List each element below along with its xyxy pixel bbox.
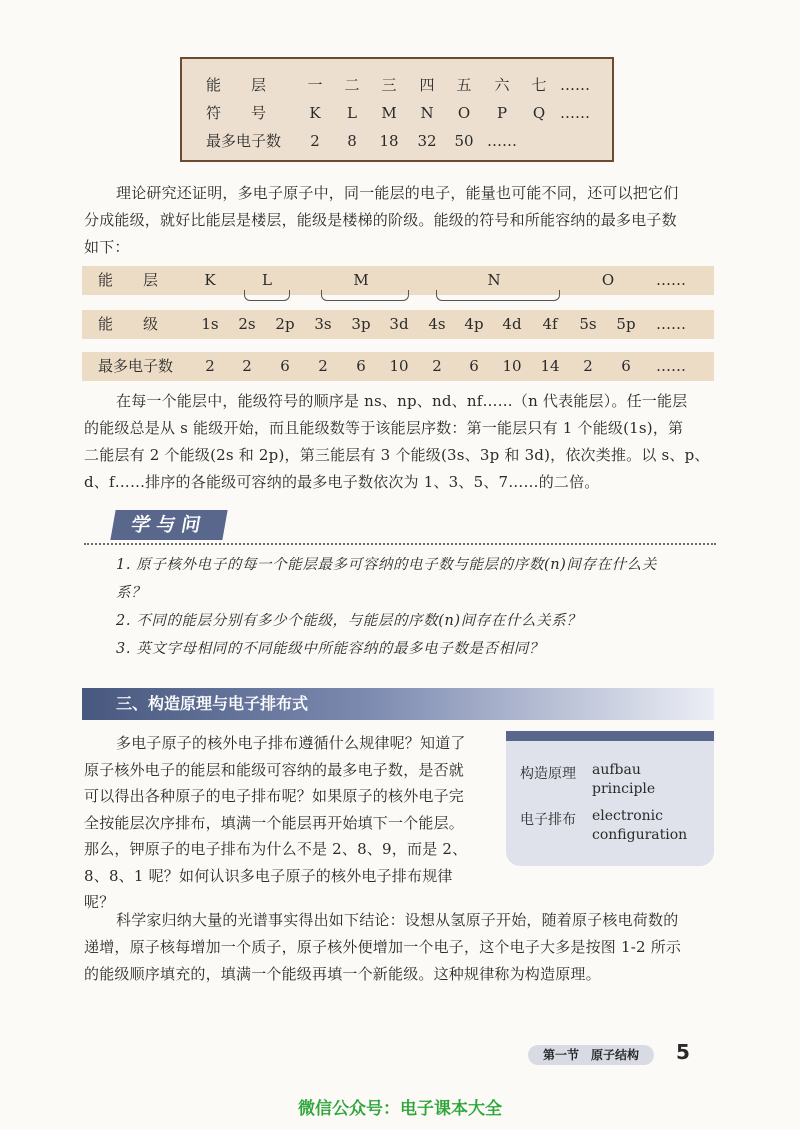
table-cell: 四 bbox=[419, 76, 435, 94]
table-cell: 二 bbox=[344, 76, 360, 94]
table-cell: 3d bbox=[389, 315, 409, 333]
text-line: 理论研究还证明，多电子原子中，同一能层的电子，能量也可能不同，还可以把它们 bbox=[116, 184, 679, 202]
section-paragraph bbox=[84, 730, 504, 916]
table-cell: …… bbox=[656, 315, 686, 333]
table-cell: 4f bbox=[542, 315, 558, 333]
brace-l bbox=[244, 290, 290, 301]
shell-table bbox=[180, 57, 614, 162]
table-cell: M bbox=[381, 104, 397, 122]
text-line: 递增，原子核每增加一个质子，原子核外便增加一个电子，这个电子大多是按图 1-2 所示 bbox=[84, 938, 682, 956]
shell-row-symbol bbox=[182, 99, 612, 127]
glossary-box bbox=[506, 731, 714, 866]
shell-row-layer bbox=[182, 71, 612, 99]
text-line: 分成能级，就好比能层是楼层，能级是楼梯的阶级。能级的符号和所能容纳的最多电子数 bbox=[84, 211, 677, 229]
row-label: 能 级 bbox=[98, 315, 159, 333]
table-cell: 3s bbox=[314, 315, 332, 333]
glossary-en bbox=[592, 807, 687, 845]
page-number: 5 bbox=[676, 1040, 690, 1064]
table-cell: 8 bbox=[347, 132, 357, 150]
table-cell: 4p bbox=[464, 315, 484, 333]
table-cell: 3p bbox=[351, 315, 371, 333]
table-cell: …… bbox=[560, 76, 590, 94]
sublevel-row-max bbox=[82, 352, 714, 381]
text-line: 的能级顺序填充的，填满一个能级再填一个新能级。这种规律称为构造原理。 bbox=[84, 965, 601, 983]
table-cell: 一 bbox=[307, 76, 323, 94]
table-cell: 2s bbox=[238, 315, 256, 333]
table-cell: 2 bbox=[205, 357, 215, 375]
question-item: 3. 英文字母相同的不同能级中所能容纳的最多电子数是否相同？ bbox=[116, 641, 544, 657]
text-line: 在每一个能层中，能级符号的顺序是 ns、np、nd、nf……（n 代表能层）。任一能层 bbox=[116, 392, 688, 410]
row-label: 能 层 bbox=[206, 76, 267, 94]
glossary-en-line: aufbau bbox=[592, 762, 641, 778]
table-cell: N bbox=[487, 271, 501, 289]
glossary-en-line: principle bbox=[592, 781, 656, 797]
table-cell: 2 bbox=[310, 132, 320, 150]
text-line: 呢？ bbox=[84, 893, 115, 911]
table-cell: O bbox=[601, 271, 615, 289]
watermark: 微信公众号：电子课本大全 bbox=[298, 1099, 502, 1119]
table-cell: …… bbox=[560, 104, 590, 122]
table-cell: N bbox=[420, 104, 434, 122]
section-title: 三、构造原理与电子排布式 bbox=[116, 694, 309, 713]
table-cell: …… bbox=[656, 271, 686, 289]
row-label: 能 层 bbox=[98, 271, 159, 289]
text-line: 多电子原子的核外电子排布遵循什么规律呢？知道了 bbox=[116, 734, 466, 752]
section-header bbox=[82, 688, 714, 720]
glossary-en-line: electronic bbox=[592, 808, 663, 824]
table-cell: 6 bbox=[621, 357, 631, 375]
text-line: 原子核外电子的能层和能级可容纳的最多电子数，是否就 bbox=[84, 760, 465, 779]
table-cell: 6 bbox=[356, 357, 366, 375]
table-cell: L bbox=[347, 104, 357, 122]
table-cell: 32 bbox=[417, 132, 437, 150]
table-cell: K bbox=[204, 271, 216, 289]
questions-block bbox=[116, 551, 716, 663]
row-label: 符 号 bbox=[206, 104, 267, 122]
table-cell: 10 bbox=[502, 357, 522, 375]
table-cell: 2 bbox=[242, 357, 252, 375]
intro-paragraph bbox=[84, 180, 724, 261]
table-cell: 2 bbox=[583, 357, 593, 375]
table-cell: 三 bbox=[381, 76, 397, 94]
table-cell: 2 bbox=[432, 357, 442, 375]
table-cell: 4d bbox=[502, 315, 522, 333]
table-cell: Q bbox=[532, 104, 546, 122]
table-cell: 50 bbox=[454, 132, 474, 150]
dotted-divider bbox=[84, 543, 716, 545]
table-cell: 5p bbox=[616, 315, 636, 333]
row-label: 最多电子数 bbox=[206, 132, 282, 150]
glossary-en-line: configuration bbox=[592, 827, 688, 843]
text-line: 科学家归纳大量的光谱事实得出如下结论：设想从氢原子开始，随着原子核电荷数的 bbox=[116, 911, 679, 929]
table-cell: 五 bbox=[456, 76, 472, 94]
text-line: d、f……排序的各能级可容纳的最多电子数依次为 1、3、5、7……的二倍。 bbox=[84, 473, 600, 491]
table-cell: 5s bbox=[579, 315, 597, 333]
table-cell: 4s bbox=[428, 315, 446, 333]
table-cell: 10 bbox=[389, 357, 409, 375]
glossary-en bbox=[592, 761, 655, 799]
text-line: 那么，钾原子的电子排布为什么不是 2、8、9，而是 2、 bbox=[84, 840, 468, 858]
rule-paragraph bbox=[84, 388, 724, 496]
brace-n bbox=[436, 290, 560, 301]
brace-m bbox=[321, 290, 409, 301]
table-cell: 6 bbox=[469, 357, 479, 375]
row-label: 最多电子数 bbox=[98, 357, 174, 375]
table-cell: P bbox=[496, 104, 508, 122]
table-cell: 六 bbox=[494, 76, 510, 94]
question-item: 1. 原子核外电子的每一个能层最多可容纳的电子数与能层的序数(n)间存在什么关 bbox=[116, 557, 657, 573]
table-cell: 6 bbox=[280, 357, 290, 375]
text-line: 可以得出各种原子的电子排布呢？如果原子的核外电子完 bbox=[84, 787, 465, 805]
question-item: 系？ bbox=[116, 585, 147, 601]
glossary-term: 构造原理 bbox=[520, 766, 576, 782]
footer-section-label: 第一节 原子结构 bbox=[528, 1045, 654, 1065]
table-cell: L bbox=[262, 271, 272, 289]
text-line: 的能级总是从 s 能级开始，而且能级数等于该能层序数：第一能层只有 1 个能级(1s)，第 bbox=[84, 419, 684, 437]
table-cell: 1s bbox=[201, 315, 219, 333]
table-cell: O bbox=[457, 104, 471, 122]
table-cell: M bbox=[353, 271, 369, 289]
table-cell: …… bbox=[656, 357, 686, 375]
table-cell: 18 bbox=[379, 132, 399, 150]
text-line: 二能层有 2 个能级(2s 和 2p)，第三能层有 3 个能级(3s、3p 和 3d)，依次类推。以 s、p、 bbox=[84, 446, 710, 464]
table-cell: 14 bbox=[540, 357, 560, 375]
question-item: 2. 不同的能层分别有多少个能级，与能层的序数(n)间存在什么关系？ bbox=[116, 613, 582, 629]
text-line: 如下： bbox=[84, 238, 130, 256]
table-cell: 2p bbox=[275, 315, 295, 333]
text-line: 8、8、1 呢？如何认识多电子原子的核外电子排布规律 bbox=[84, 866, 453, 885]
conclusion-paragraph bbox=[84, 907, 724, 988]
shell-row-max bbox=[182, 127, 612, 155]
table-cell: 2 bbox=[318, 357, 328, 375]
text-line: 全按能层次序排布，填满一个能层再开始填下一个能层。 bbox=[84, 813, 465, 832]
table-cell: K bbox=[309, 104, 321, 122]
table-cell: …… bbox=[487, 132, 517, 150]
xuewen-label: 学与问 bbox=[110, 510, 227, 540]
table-cell: 七 bbox=[531, 76, 547, 94]
glossary-term: 电子排布 bbox=[520, 812, 576, 828]
sublevel-row-level bbox=[82, 310, 714, 339]
